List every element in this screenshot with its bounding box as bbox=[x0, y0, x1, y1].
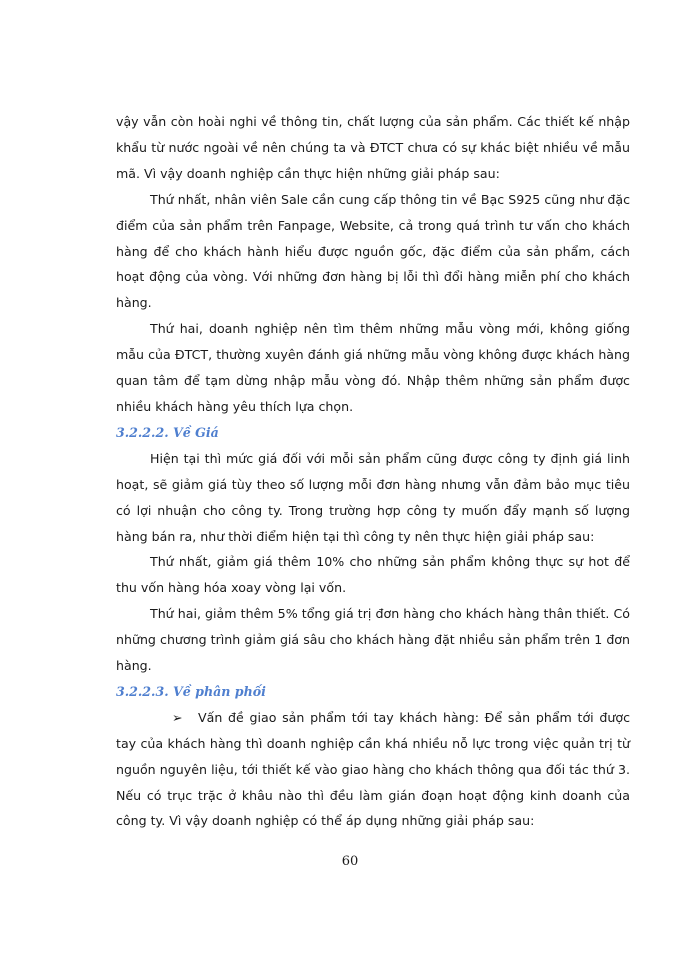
paragraph-solution-second: Thứ hai, doanh nghiệp nên tìm thêm những mẫu vòng mới, không giống mẫu của ĐTCT, thường xuyên đánh giá những mẫu vòng không được khách hàng quan tâm để tạm dừng nhập mẫu vòng đó. Nhập thêm những sản phẩm được nhiều khách hàng yêu thích lựa chọn. bbox=[116, 321, 630, 414]
page-body bbox=[116, 109, 630, 834]
paragraph-price-second: Thứ hai, giảm thêm 5% tổng giá trị đơn hàng cho khách hàng thân thiết. Có những chương trình giảm giá sâu cho khách hàng đặt nhiều sản phẩm trên 1 đơn hàng. bbox=[116, 606, 630, 674]
bullet-item-delivery bbox=[116, 705, 630, 835]
page-number: 60 bbox=[341, 854, 359, 869]
section-heading-distribution: 3.2.2.3. Về phân phối bbox=[116, 683, 266, 699]
arrow-bullet-icon: ➢ bbox=[172, 709, 183, 725]
section-heading-price: 3.2.2.2. Về Giá bbox=[116, 424, 219, 440]
paragraph-solution-first: Thứ nhất, nhân viên Sale cần cung cấp thông tin về Bạc S925 cũng như đặc điểm của sản phẩm trên Fanpage, Website, cả trong quá trình tư vấn cho khách hàng để cho khách hành hiểu được nguồn gốc, đặc điểm của sản phẩm, cách hoạt động của vòng. Với những đơn hàng bị lỗi thì đổi hàng miễn phí cho khách hàng. bbox=[116, 191, 630, 311]
paragraph-price-first: Thứ nhất, giảm giá thêm 10% cho những sản phẩm không thực sự hot để thu vốn hàng hóa xoay vòng lại vốn. bbox=[116, 554, 630, 596]
paragraph-price-current: Hiện tại thì mức giá đối với mỗi sản phẩm cũng được công ty định giá linh hoạt, sẽ giảm giá tùy theo số lượng mỗi đơn hàng nhưng vẫn đảm bảo mục tiêu có lợi nhuận cho công ty. Trong trường hợp công ty muốn đẩy mạnh số lượng hàng bán ra, như thời điểm hiện tại thì công ty nên thực hiện giải pháp sau: bbox=[116, 450, 630, 544]
paragraph-product-doubt: vậy vẫn còn hoài nghi về thông tin, chất lượng của sản phẩm. Các thiết kế nhập khẩu từ nước ngoài về nên chúng ta và ĐTCT chưa có sự khác biệt nhiều về mẫu mã. Vì vậy doanh nghiệp cần thực hiện những giải pháp sau: bbox=[116, 114, 630, 181]
bullet-item-text: Vấn đề giao sản phẩm tới tay khách hàng: Để sản phẩm tới được tay của khách hàng thì doanh nghiệp cần khá nhiều nỗ lực trong việc quản trị từ nguồn nguyên liệu, tới thiết kế vào giao hàng cho khách thông qua đối tác thứ 3. Nếu có trục trặc ở khâu nào thì đều làm gián đoạn hoạt động kinh doanh của công ty. Vì vậy doanh nghiệp có thể áp dụng những giải pháp sau: bbox=[116, 709, 630, 829]
